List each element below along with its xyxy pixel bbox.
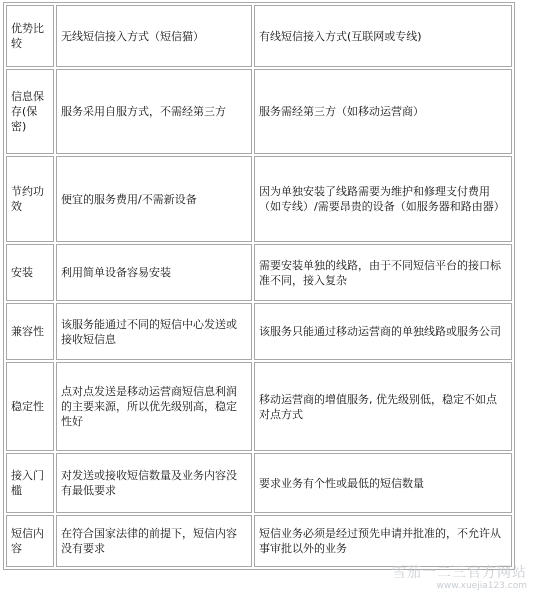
wired-cell: 服务需经第三方（如移动运营商）: [254, 69, 512, 154]
table-row: [6, 515, 512, 567]
row-label: 优势比较: [6, 5, 54, 67]
table-row: [6, 303, 512, 360]
wired-cell: 有线短信接入方式(互联网或专线): [254, 5, 512, 67]
comparison-table: [3, 2, 515, 570]
wired-cell: 该服务只能通过移动运营商的单独线路或服务公司: [254, 303, 512, 360]
table-row: [6, 362, 512, 451]
wireless-cell: 对发送或接收短信数量及业务内容没有最低要求: [56, 453, 252, 513]
wireless-cell: 在符合国家法律的前提下，短信内容没有要求: [56, 515, 252, 567]
wireless-cell: 利用简单设备容易安装: [56, 244, 252, 301]
row-label: 兼容性: [6, 303, 54, 360]
table-row: [6, 69, 512, 154]
table-row: [6, 244, 512, 301]
wired-cell: 需要安装单独的线路，由于不同短信平台的接口标准不同，接入复杂: [254, 244, 512, 301]
row-label: 节约功效: [6, 156, 54, 242]
site-watermark: [392, 565, 527, 592]
table-row: [6, 453, 512, 513]
row-label: 稳定性: [6, 362, 54, 451]
wired-cell: 短信业务必须是经过预先申请并批准的，不允许从事审批以外的业务: [254, 515, 512, 567]
wired-cell: 因为单独安装了线路需要为维护和修理支付费用（如专线）/需要昂贵的设备（如服务器和路由器）: [254, 156, 512, 242]
table-row: [6, 5, 512, 67]
row-label: 接入门槛: [6, 453, 54, 513]
wired-cell: 要求业务有个性或最低的短信数量: [254, 453, 512, 513]
row-label: 短信内容: [6, 515, 54, 567]
wireless-cell: 点对点发送是移动运营商短信息利润的主要来源，所以优先级别高，稳定性好: [56, 362, 252, 451]
wireless-cell: 无线短信接入方式（短信猫）: [56, 5, 252, 67]
watermark-title: 雪茄一二三官方网站: [392, 565, 527, 581]
table-row: [6, 156, 512, 242]
wireless-cell: 服务采用自服方式，不需经第三方: [56, 69, 252, 154]
watermark-url: www.xuejia123.com: [436, 581, 527, 591]
row-label: 安装: [6, 244, 54, 301]
wireless-cell: 该服务能通过不同的短信中心发送或接收短信息: [56, 303, 252, 360]
wireless-cell: 便宜的服务费用/不需新设备: [56, 156, 252, 242]
row-label: 信息保存(保密): [6, 69, 54, 154]
wired-cell: 移动运营商的增值服务, 优先级别低，稳定不如点对点方式: [254, 362, 512, 451]
